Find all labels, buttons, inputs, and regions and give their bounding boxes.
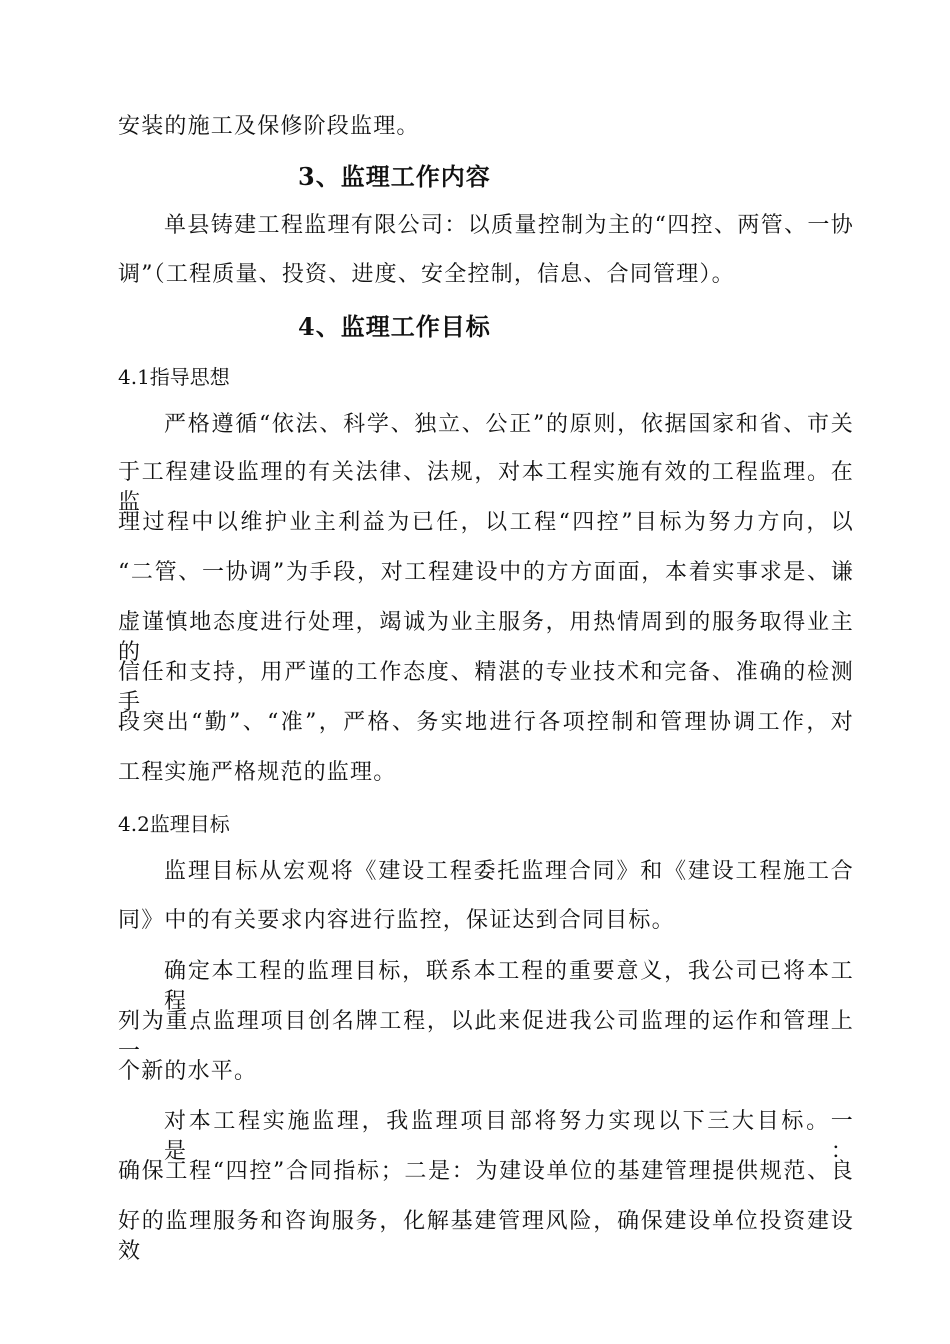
target-para2-line-3: 个新的水平。: [118, 1059, 258, 1084]
guideline-line-3: 理过程中以维护业主利益为已任，以工程“四控”目标为努力方向，以: [118, 510, 854, 535]
target-para1-line-2: 同》中的有关要求内容进行监控，保证达到合同目标。: [118, 908, 675, 933]
guideline-line-2: 于工程建设监理的有关法律、法规，对本工程实施有效的工程监理。在监: [118, 460, 854, 515]
intro-tail-line: 安装的施工及保修阶段监理。: [118, 114, 420, 139]
subsection-4-2-title: 4.2监理目标: [118, 812, 230, 836]
target-para2-line-1: 确定本工程的监理目标，联系本工程的重要意义，我公司已将本工程: [164, 959, 854, 1014]
section-3-line-2: 调”（工程质量、投资、进度、安全控制，信息、合同管理）。: [118, 262, 735, 287]
guideline-line-6: 信任和支持，用严谨的工作态度、精湛的专业技术和完备、准确的检测手: [118, 660, 854, 715]
guideline-line-1: 严格遵循“依法、科学、独立、公正”的原则，依据国家和省、市关: [164, 412, 854, 437]
target-para3-line-3: 好的监理服务和咨询服务，化解基建管理风险，确保建设单位投资建设效: [118, 1209, 854, 1264]
target-para3-line-1: 对本工程实施监理，我监理项目部将努力实现以下三大目标。一是：: [164, 1109, 854, 1164]
guideline-line-8: 工程实施严格规范的监理。: [118, 760, 397, 785]
section-3-heading: 3、监理工作内容: [298, 162, 491, 191]
target-para2-line-2: 列为重点监理项目创名牌工程，以此来促进我公司监理的运作和管理上一: [118, 1009, 854, 1064]
guideline-line-7: 段突出“勤”、“准”，严格、务实地进行各项控制和管理协调工作，对: [118, 710, 854, 735]
guideline-line-4: “二管、一协调”为手段，对工程建设中的方方面面，本着实事求是、谦: [118, 560, 854, 585]
section-4-heading: 4、监理工作目标: [298, 312, 491, 341]
target-para3-line-2: 确保工程“四控”合同指标；二是：为建设单位的基建管理提供规范、良: [118, 1159, 854, 1184]
section-3-line-1: 单县铸建工程监理有限公司：以质量控制为主的“四控、两管、一协: [164, 213, 854, 238]
subsection-4-1-title: 4.1指导思想: [118, 365, 230, 389]
target-para1-line-1: 监理目标从宏观将《建设工程委托监理合同》和《建设工程施工合: [164, 859, 854, 884]
guideline-line-5: 虚谨慎地态度进行处理，竭诚为业主服务，用热情周到的服务取得业主的: [118, 610, 854, 665]
